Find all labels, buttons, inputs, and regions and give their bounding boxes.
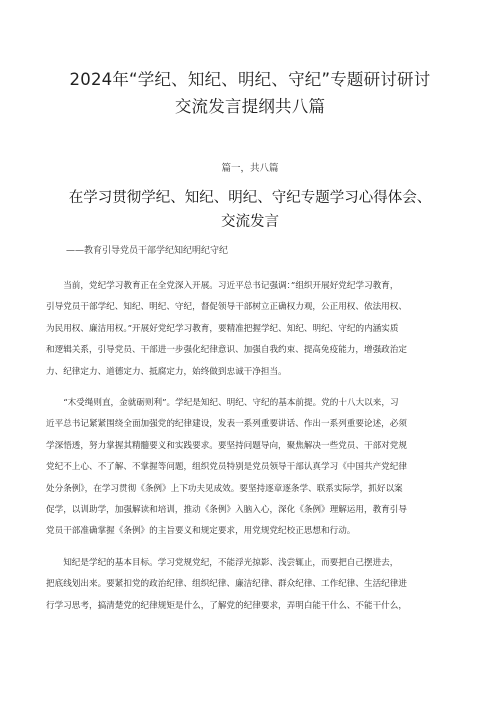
paragraph-line: “木受绳则直，金就砺则利”。学纪是知纪、明纪、守纪的基本前提。党的十八大以来，习 — [46, 398, 399, 409]
paragraph-line: 知纪是学纪的基本目标。学习党规党纪，不能浮光掠影、浅尝辄止，而要把自己摆进去， — [46, 557, 399, 568]
paragraph-line: 把底线划出来。要紧扣党的政治纪律、组织纪律、廉洁纪律、群众纪律、工作纪律、生活纪律进 — [46, 579, 407, 590]
paragraph-line: 处分条例》，在学习贯彻《条例》上下功夫见成效。要坚持逐章逐条学、联系实际学，抓好以案 — [46, 483, 403, 494]
document-title-line: 交流发言提纲共八篇 — [174, 97, 326, 116]
document-title — [46, 66, 454, 120]
paragraph-line: 学深悟透，努力掌握其精髓要义和实践要求。要坚持问题导向，聚焦解决一些党员、干部对党规 — [46, 440, 407, 451]
paragraph-line: 近平总书记紧紧围绕全面加强党的纪律建设，发表一系列重要讲话、作出一系列重要论述，必须 — [46, 419, 407, 430]
paragraph-line: 引导党员干部学纪、知纪、明纪、守纪，督促领导干部树立正确权力观，公正用权、依法用权、 — [46, 302, 407, 313]
paragraph-line: 行学习思考，搞清楚党的纪律规矩是什么，了解党的纪律要求，弄明白能干什么、不能干什么， — [46, 600, 407, 611]
section-byline: ——教育引导党员干部学纪知纪明纪守纪 — [66, 246, 229, 256]
section-heading-line: 交流发言 — [221, 214, 279, 230]
paragraph-line: 党员干部准确掌握《条例》的主旨要义和规定要求，用党规党纪校正思想和行动。 — [46, 526, 356, 537]
paragraph-line: 和逻辑关系，引导党员、干部进一步强化纪律意识、加强自我约束、提高免疫能力，增强政治定 — [46, 345, 407, 356]
paragraph-line: 为民用权、廉洁用权。”开展好党纪学习教育，要精准把握学纪、知纪、明纪、守纪的内涵实质 — [46, 323, 399, 334]
section-heading — [46, 186, 454, 234]
section-heading-line: 在学习贯彻学纪、知纪、明纪、守纪专题学习心得体会、 — [68, 190, 432, 206]
paragraph-line: 党纪不上心、不了解、不掌握等问题，组织党员特别是党员领导干部认真学习《中国共产党纪律 — [46, 462, 407, 473]
body-paragraph — [46, 276, 454, 383]
body-paragraph — [46, 553, 454, 617]
body-paragraph — [46, 393, 454, 543]
chapter-label: 篇一，共八篇 — [221, 163, 279, 174]
paragraph-line: 促学，以训助学，加强解读和培训，推动《条例》入脑入心，深化《条例》理解运用，教育引导 — [46, 505, 407, 516]
document-title-line: 2024年“学纪、知纪、明纪、守纪”专题研讨研讨 — [69, 70, 431, 89]
paragraph-line: 当前，党纪学习教育正在全党深入开展。习近平总书记强调：”组织开展好党纪学习教育， — [46, 281, 399, 291]
paragraph-line: 力、纪律定力、道德定力、抵腐定力，始终做到忠诚干净担当。 — [46, 366, 287, 377]
